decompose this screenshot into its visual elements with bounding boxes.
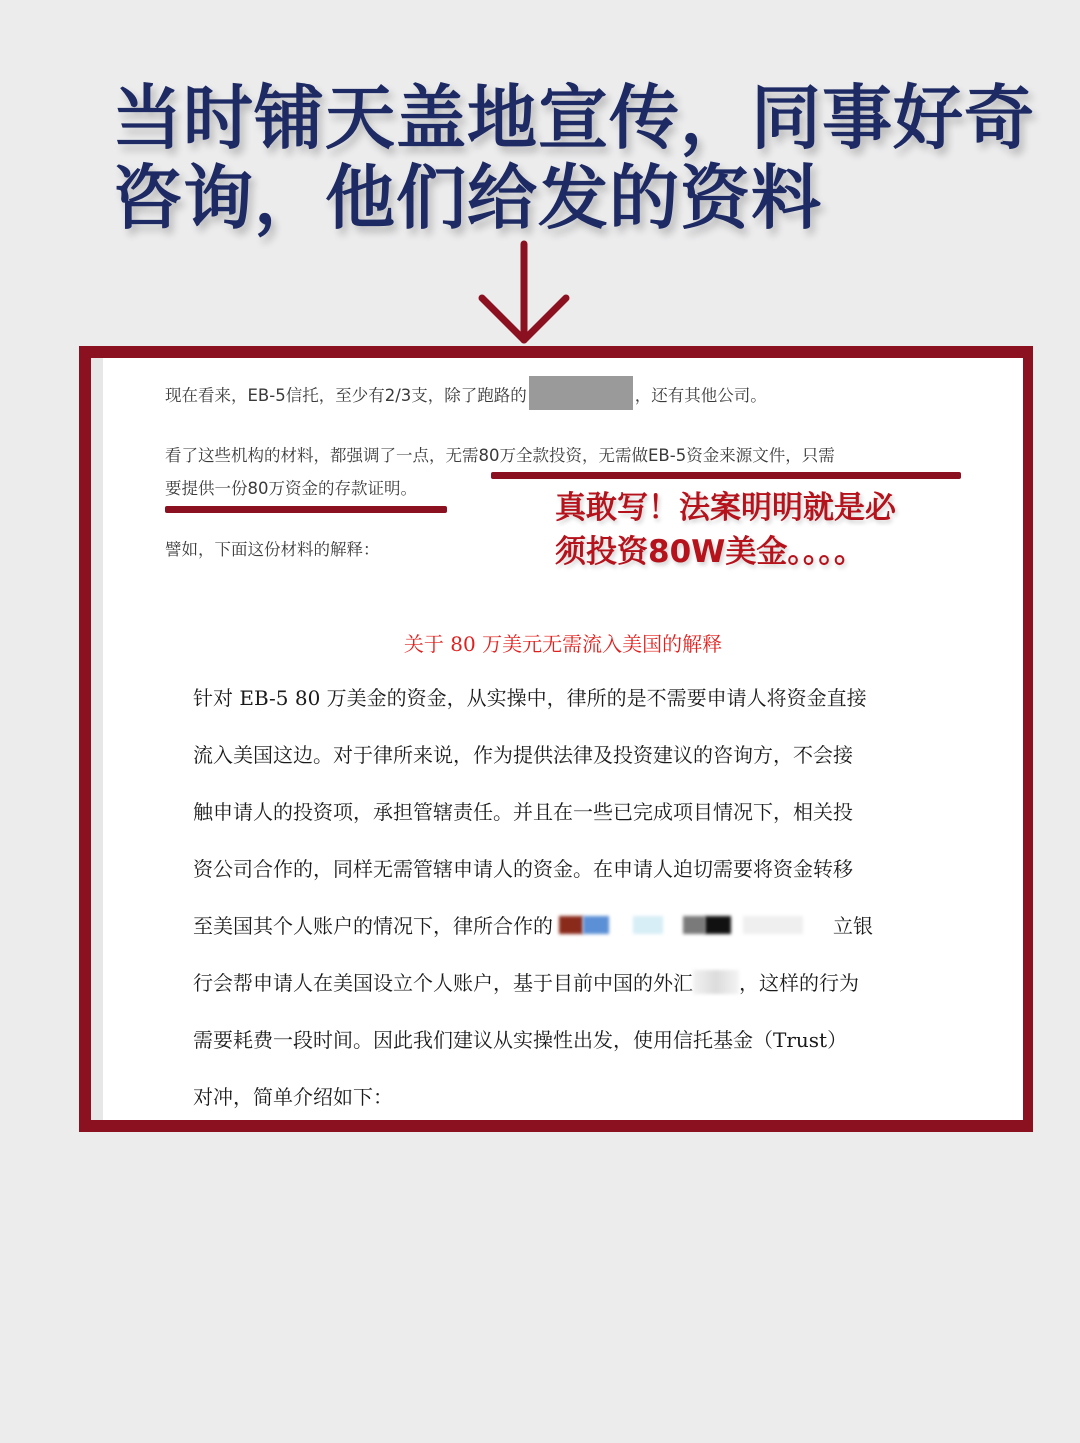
body-line-5-start: 至美国其个人账户的情况下，律所合作的 — [193, 914, 553, 938]
body-line-6-end: ，这样的行为 — [739, 971, 859, 995]
document-body — [193, 670, 993, 1120]
paragraph-2-line-2: 要提供一份80万资金的存款证明。 — [165, 479, 417, 498]
paragraph-1-start: 现在看来，EB-5信托，至少有2/3支，除了跑路的 — [165, 386, 527, 405]
highlight-underline-1 — [491, 472, 961, 479]
body-line: 触申请人的投资项，承担管辖责任。并且在一些已完成项目情况下，相关投 — [193, 800, 853, 824]
body-line-6-start: 行会帮申请人在美国设立个人账户，基于目前中国的外汇 — [193, 971, 693, 995]
annotation-line-2: 须投资80W美金。。。。 — [555, 534, 865, 570]
highlight-underline-2 — [165, 506, 447, 513]
annotation-line-1: 真敢写！法案明明就是必 — [555, 490, 896, 526]
down-arrow-icon — [472, 240, 576, 350]
body-line-5-end: 立银 — [833, 914, 873, 938]
body-line: 资公司合作的，同样无需管辖申请人的资金。在申请人迫切需要将资金转移 — [193, 857, 853, 881]
headline-line-1: 当时铺天盖地宣传，同事好奇 — [112, 77, 1035, 159]
document-title: 关于 80 万美元无需流入美国的解释 — [403, 632, 723, 656]
body-line: 对冲，简单介绍如下： — [193, 1085, 393, 1109]
body-line — [193, 955, 993, 1012]
blurred-redaction — [553, 910, 833, 940]
headline-line-2: 咨询，他们给发的资料 — [112, 157, 822, 239]
blurred-redaction-small — [693, 970, 739, 994]
paragraph-2-line-1: 看了这些机构的材料，都强调了一点，无需80万全款投资，无需做EB-5资金来源文件，只需 — [165, 446, 835, 465]
paragraph-1-end: ，还有其他公司。 — [634, 386, 767, 405]
paragraph-1 — [165, 382, 767, 410]
paragraph-3: 譬如，下面这份材料的解释： — [165, 540, 380, 559]
body-line: 针对 EB-5 80 万美金的资金，从实操中，律所的是不需要申请人将资金直接 — [193, 686, 867, 710]
body-line: 流入美国这边。对于律所来说，作为提供法律及投资建议的咨询方，不会接 — [193, 743, 853, 767]
body-line — [193, 898, 993, 955]
document-screenshot — [103, 358, 1023, 1120]
redaction-block — [529, 376, 633, 410]
annotation-note — [555, 486, 896, 574]
document-frame — [79, 346, 1033, 1132]
headline — [112, 77, 1035, 239]
body-line: 需要耗费一段时间。因此我们建议从实操性出发，使用信托基金（Trust） — [193, 1028, 848, 1052]
